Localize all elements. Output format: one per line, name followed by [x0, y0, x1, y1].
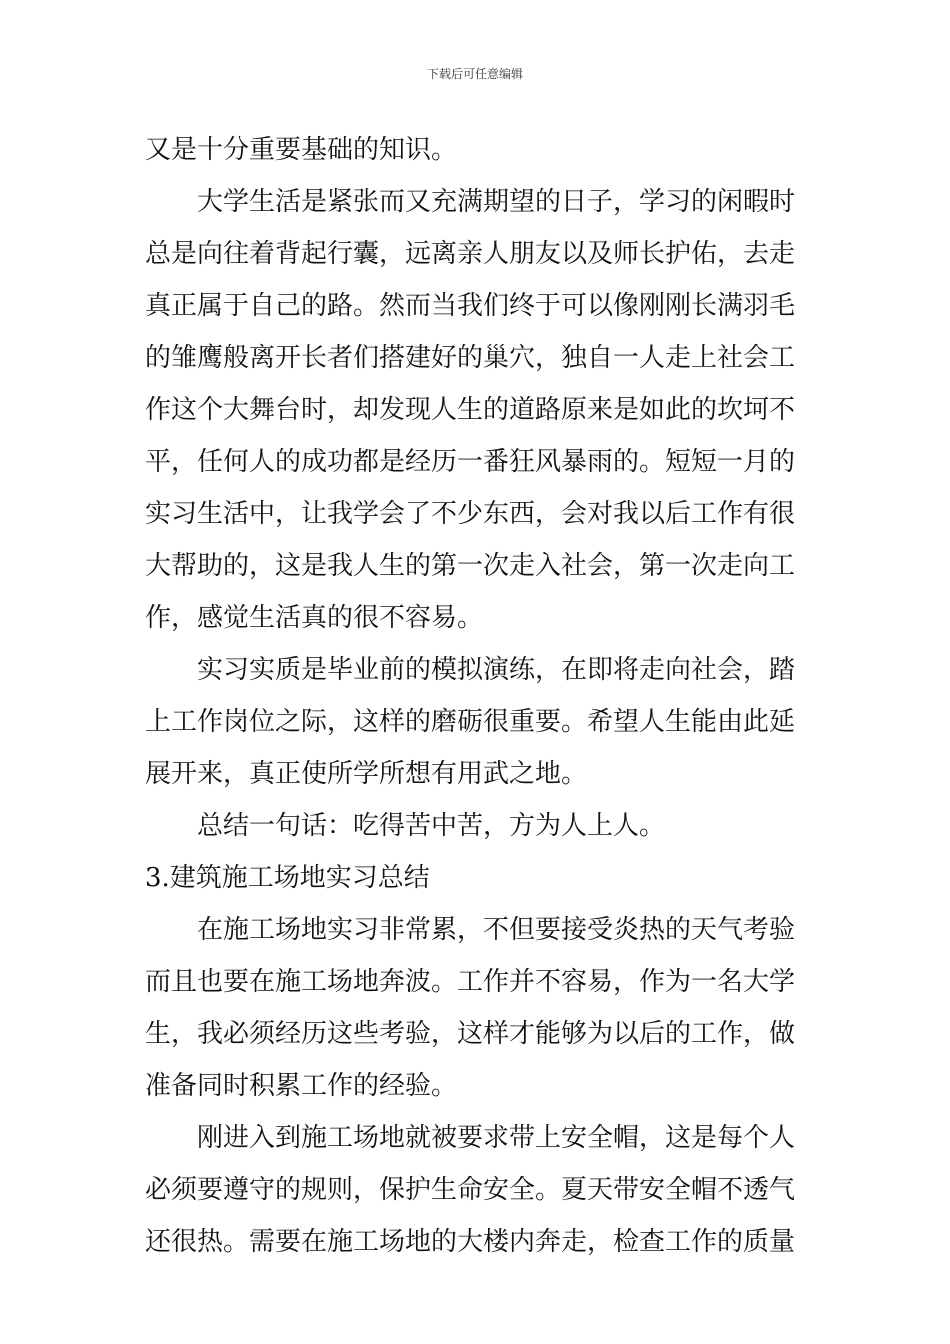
page-header: 下载后可任意编辑 [426, 67, 523, 81]
text-line: 真正属于自己的路。然而当我们终于可以像刚刚长满羽毛 [145, 291, 796, 321]
text-line: 作，感觉生活真的很不容易。 [145, 603, 484, 633]
text-line: 实习生活中，让我学会了不少东西，会对我以后工作有很 [145, 499, 796, 529]
paragraph-first-line: 大学生活是紧张而又充满期望的日子，学习的闲暇时 [197, 187, 796, 217]
text-line: 生，我必须经历这些考验，这样才能够为以后的工作，做 [145, 1019, 796, 1049]
text-line: 平，任何人的成功都是经历一番狂风暴雨的。短短一月的 [145, 447, 796, 477]
text-line: 而且也要在施工场地奔波。工作并不容易，作为一名大学 [145, 967, 796, 997]
text-line: 作这个大舞台时，却发现人生的道路原来是如此的坎坷不 [145, 395, 796, 425]
paragraph-first-line: 实习实质是毕业前的模拟演练，在即将走向社会，踏 [197, 655, 796, 685]
document-body [145, 124, 810, 1268]
text-line: 又是十分重要基础的知识。 [145, 135, 458, 165]
text-line: 大帮助的，这是我人生的第一次走入社会，第一次走向工 [145, 551, 796, 581]
text-line: 上工作岗位之际，这样的磨砺很重要。希望人生能由此延 [145, 707, 796, 737]
paragraph-first-line: 总结一句话：吃得苦中苦，方为人上人。 [197, 811, 666, 841]
text-line: 必须要遵守的规则，保护生命安全。夏天带安全帽不透气 [145, 1175, 796, 1205]
section-heading: 3.建筑施工场地实习总结 [145, 863, 430, 893]
text-line: 展开来，真正使所学所想有用武之地。 [145, 759, 588, 789]
text-line: 的雏鹰般离开长者们搭建好的巢穴，独自一人走上社会工 [145, 343, 796, 373]
text-line: 总是向往着背起行囊，远离亲人朋友以及师长护佑，去走 [145, 239, 796, 269]
text-line: 还很热。需要在施工场地的大楼内奔走，检查工作的质量 [145, 1227, 796, 1257]
paragraph-first-line: 在施工场地实习非常累，不但要接受炎热的天气考验 [197, 915, 796, 945]
text-line: 准备同时积累工作的经验。 [145, 1071, 458, 1101]
paragraph-first-line: 刚进入到施工场地就被要求带上安全帽，这是每个人 [197, 1123, 796, 1153]
